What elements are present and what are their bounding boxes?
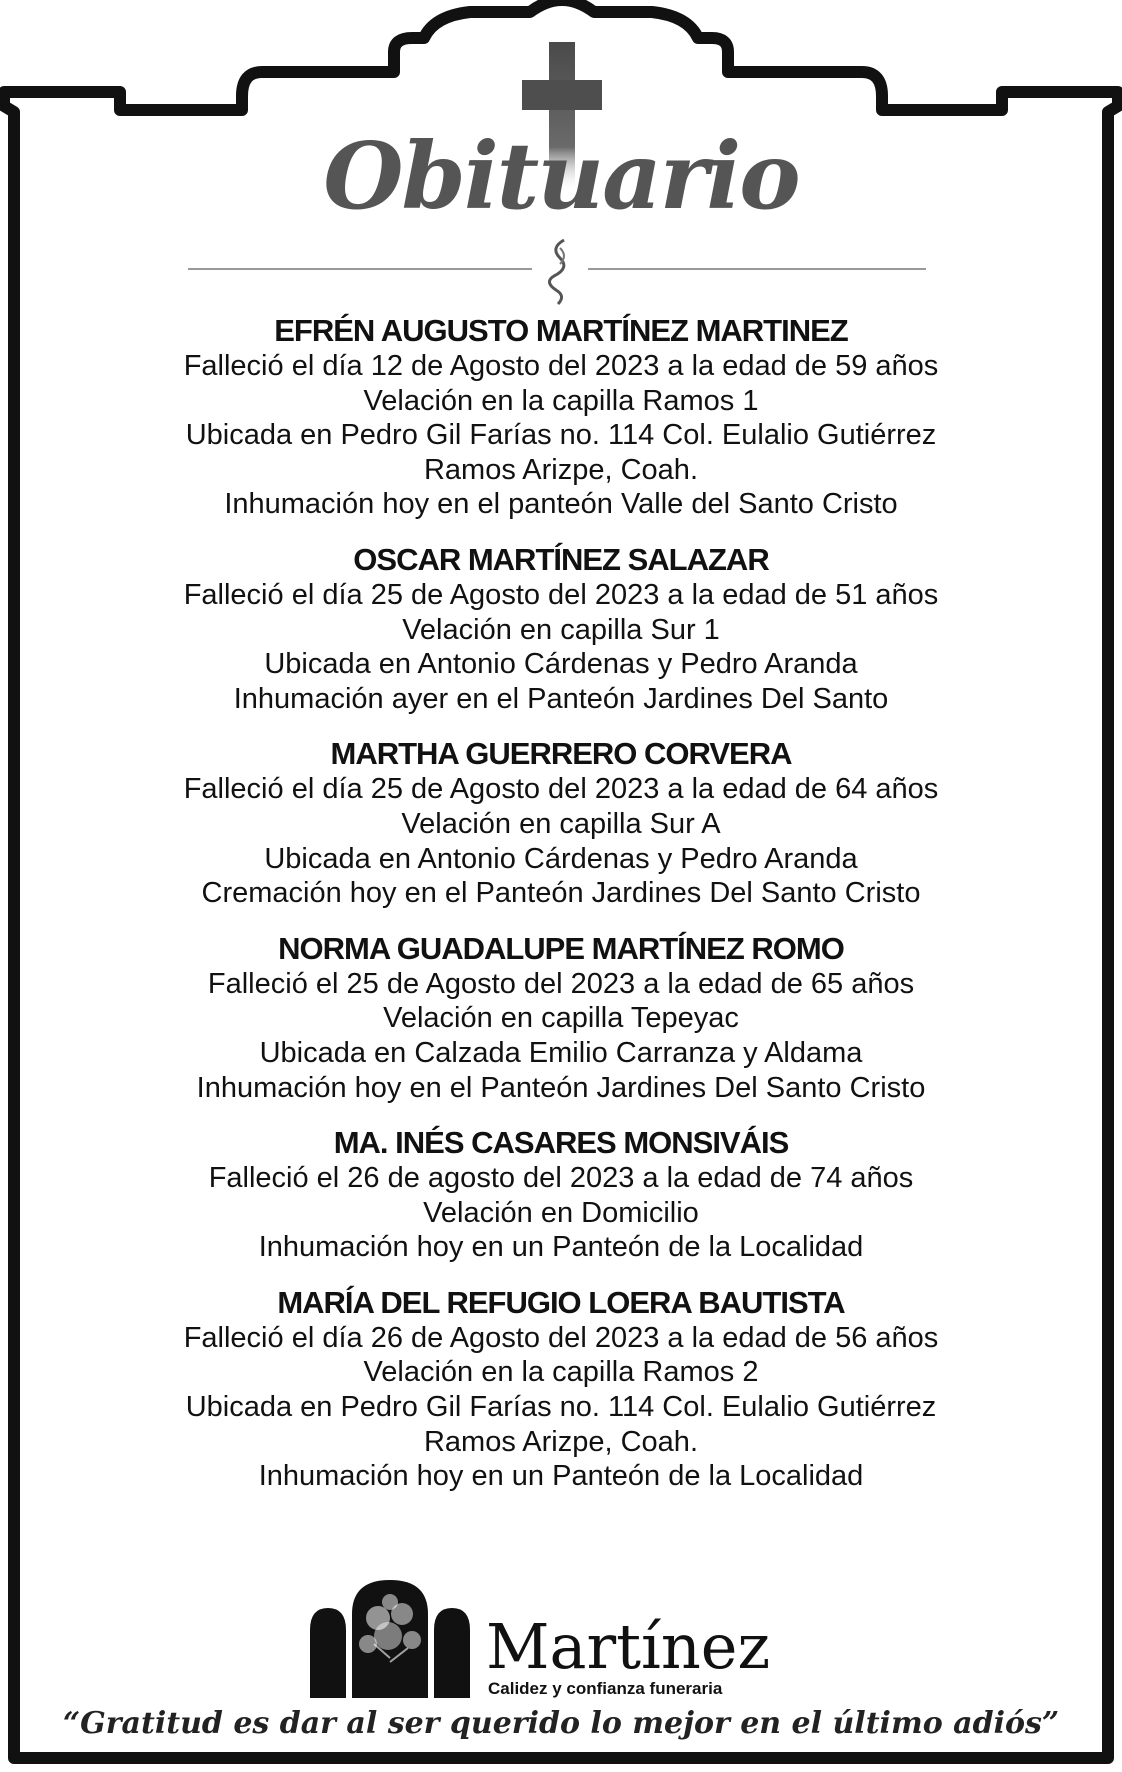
location-line: Ubicada en Calzada Emilio Carranza y Aldama — [259, 1036, 863, 1069]
burial-line: Inhumación hoy en el Panteón Jardines Del Santo Cristo — [196, 1071, 926, 1104]
obituary-entry — [80, 542, 1042, 716]
funeral-home-tagline: Calidez y confianza funeraria — [488, 1679, 723, 1698]
location-city-line: Ramos Arizpe, Coah. — [423, 453, 698, 486]
deceased-name: OSCAR MARTÍNEZ SALAZAR — [353, 541, 769, 577]
obituary-list — [80, 313, 1042, 1514]
motto: “Gratitud es dar al ser querido lo mejor en el último adiós” — [62, 1706, 1060, 1741]
death-date-line: Falleció el 25 de Agosto del 2023 a la edad de 65 años — [207, 967, 915, 1000]
location-line: Ubicada en Antonio Cárdenas y Pedro Aranda — [264, 648, 858, 681]
wake-line: Velación en la capilla Ramos 1 — [363, 384, 759, 417]
location-city-line: Ramos Arizpe, Coah. — [423, 1425, 698, 1458]
location-line: Ubicada en Pedro Gil Farías no. 114 Col. Eulalio Gutiérrez — [185, 1391, 937, 1424]
death-date-line: Falleció el 26 de agosto del 2023 a la edad de 74 años — [208, 1162, 914, 1195]
obituary-entry — [80, 736, 1042, 910]
obituary-entry — [80, 1285, 1042, 1494]
burial-line: Inhumación ayer en el Panteón Jardines Del Santo — [233, 682, 889, 715]
obituary-entry — [80, 313, 1042, 522]
deceased-name: MA. INÉS CASARES MONSIVÁIS — [333, 1125, 789, 1161]
divider-right — [588, 268, 926, 270]
funeral-home-name: Martínez — [486, 1610, 771, 1683]
deceased-name: MARÍA DEL REFUGIO LOERA BAUTISTA — [277, 1284, 845, 1320]
location-line: Ubicada en Antonio Cárdenas y Pedro Aranda — [264, 842, 858, 875]
burial-line: Inhumación hoy en el panteón Valle del Santo Cristo — [224, 488, 898, 521]
death-date-line: Falleció el día 25 de Agosto del 2023 a la edad de 64 años — [183, 773, 939, 806]
burial-line: Inhumación hoy en un Panteón de la Localidad — [258, 1231, 864, 1264]
swash-ornament-icon — [540, 236, 580, 306]
burial-line: Inhumación hoy en un Panteón de la Localidad — [258, 1460, 864, 1493]
chapel-tree-logo — [308, 1578, 472, 1700]
wake-line: Velación en la capilla Ramos 2 — [363, 1356, 759, 1389]
obituary-entry — [80, 1125, 1042, 1265]
wake-line: Velación en capilla Sur 1 — [402, 613, 720, 646]
wake-line: Velación en capilla Sur A — [401, 807, 721, 840]
deceased-name: NORMA GUADALUPE MARTÍNEZ ROMO — [278, 930, 844, 966]
page-title: Obituario — [323, 122, 799, 230]
location-line: Ubicada en Pedro Gil Farías no. 114 Col. Eulalio Gutiérrez — [185, 419, 937, 452]
deceased-name: EFRÉN AUGUSTO MARTÍNEZ MARTINEZ — [274, 313, 848, 348]
cremation-line: Cremación hoy en el Panteón Jardines Del Santo Cristo — [201, 877, 921, 910]
divider-left — [188, 268, 532, 270]
obituary-entry — [80, 931, 1042, 1105]
deceased-name: MARTHA GUERRERO CORVERA — [330, 736, 792, 772]
death-date-line: Falleció el día 12 de Agosto del 2023 a la edad de 59 años — [183, 350, 939, 382]
death-date-line: Falleció el día 25 de Agosto del 2023 a la edad de 51 años — [183, 578, 939, 611]
wake-line: Velación en Domicilio — [423, 1196, 699, 1229]
wake-line: Velación en capilla Tepeyac — [383, 1002, 739, 1035]
death-date-line: Falleció el día 26 de Agosto del 2023 a la edad de 56 años — [183, 1321, 939, 1354]
